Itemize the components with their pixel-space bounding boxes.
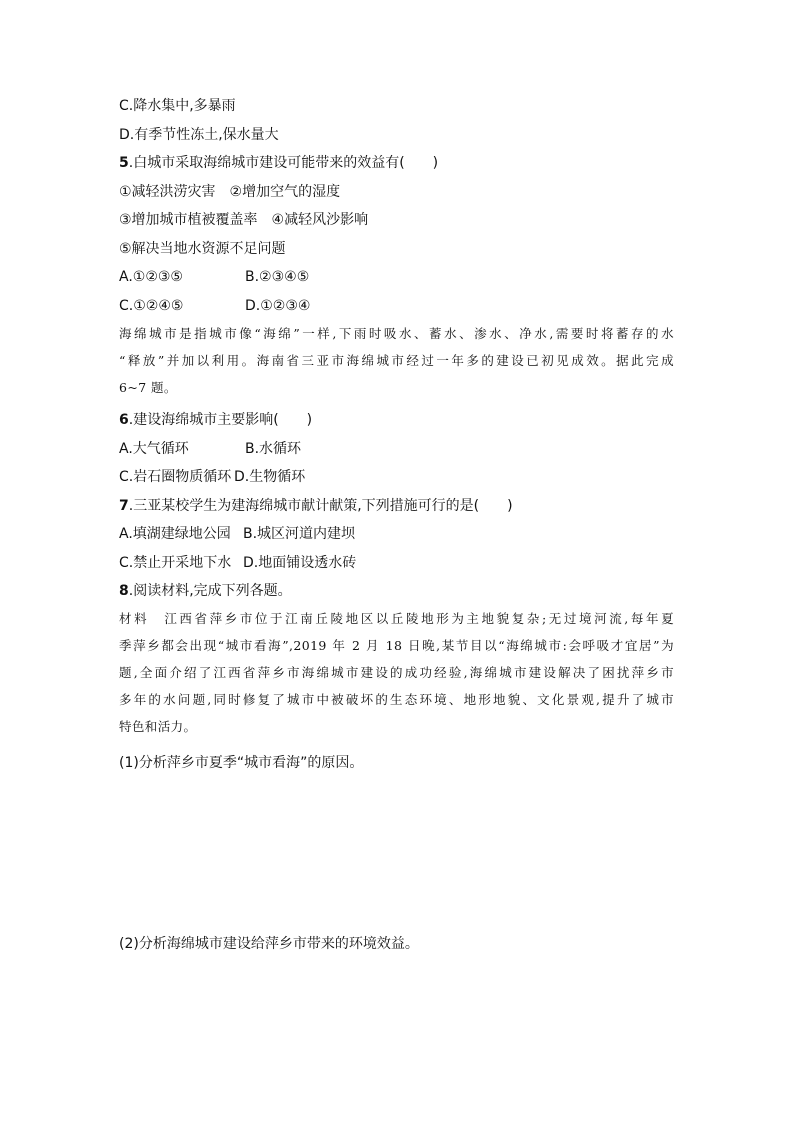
passage-line: 海绵城市是指城市像“海绵”一样,下雨时吸水、蓄水、渗水、净水,需要时将蓄存的水 [119,326,674,341]
q5-item-line-3: ⑤解决当地水资源不足问题 [119,241,286,257]
q7-option-d: D.地面铺设透水砖 [243,555,357,571]
q5-item-line-2: ③增加城市植被覆盖率 ④减轻风沙影响 [119,212,369,228]
q6-option-d: D.生物循环 [234,469,306,485]
q6-number: 6 [119,412,129,428]
q6-option-a: A.大气循环 [119,441,189,457]
q5-stem-text: .白城市采取海绵城市建设可能带来的效益有( ) [128,155,439,171]
material-line: 多年的水问题,同时修复了城市中被破坏的生态环境、地形地貌、文化景观,提升了城市 [119,692,674,707]
material-line: 特色和活力。 [119,719,197,734]
q8-material [119,610,674,736]
passage-line: 6~7 题。 [119,380,177,395]
q5-option-d: D.①②③④ [245,298,311,314]
q7-stem-text: .三亚某校学生为建海绵城市献计献策,下列措施可行的是( ) [128,498,513,514]
q4-option-c: C.降水集中,多暴雨 [119,98,236,114]
material-line: 题,全面介绍了江西省萍乡市海绵城市建设的成功经验,海绵城市建设解决了困扰萍乡市 [119,665,674,680]
q8-stem [119,582,292,600]
q5-option-a: A.①②③⑤ [119,269,183,285]
q8-stem-text: .阅读材料,完成下列各题。 [128,583,292,599]
passage-6-7 [119,325,674,397]
q5-number: 5 [119,155,129,171]
passage-line: “释放”并加以利用。海南省三亚市海绵城市经过一年多的建设已初见成效。据此完成 [119,353,674,368]
q7-stem [119,497,513,515]
q6-stem [119,411,312,429]
material-line: 材料 江西省萍乡市位于江南丘陵地区以丘陵地形为主地貌复杂;无过境河流,每年夏 [119,611,674,626]
q8-number: 8 [119,583,129,599]
material-line: 季萍乡都会出现“城市看海”,2019 年 2 月 18 日晚,某节目以“海绵城市:会呼吸才宜居”为 [119,638,674,653]
q6-option-b: B.水循环 [245,441,302,457]
q8-sub-question-1: (1)分析萍乡市夏季“城市看海”的原因。 [119,755,364,771]
q5-option-c: C.①②④⑤ [119,298,184,314]
q4-option-d: D.有季节性冻土,保水量大 [119,127,279,143]
q6-option-c: C.岩石圈物质循环 [119,469,232,485]
q5-option-b: B.②③④⑤ [245,269,310,285]
q5-item-line-1: ①减轻洪涝灾害 ②增加空气的湿度 [119,184,341,200]
q7-option-c: C.禁止开采地下水 [119,555,232,571]
q8-sub-question-2: (2)分析海绵城市建设给萍乡市带来的环境效益。 [119,936,419,952]
q7-number: 7 [119,498,129,514]
q7-option-b: B.城区河道内建坝 [243,526,356,542]
q6-stem-text: .建设海绵城市主要影响( ) [128,412,313,428]
q7-option-a: A.填湖建绿地公园 [119,526,231,542]
q5-stem [119,154,438,172]
